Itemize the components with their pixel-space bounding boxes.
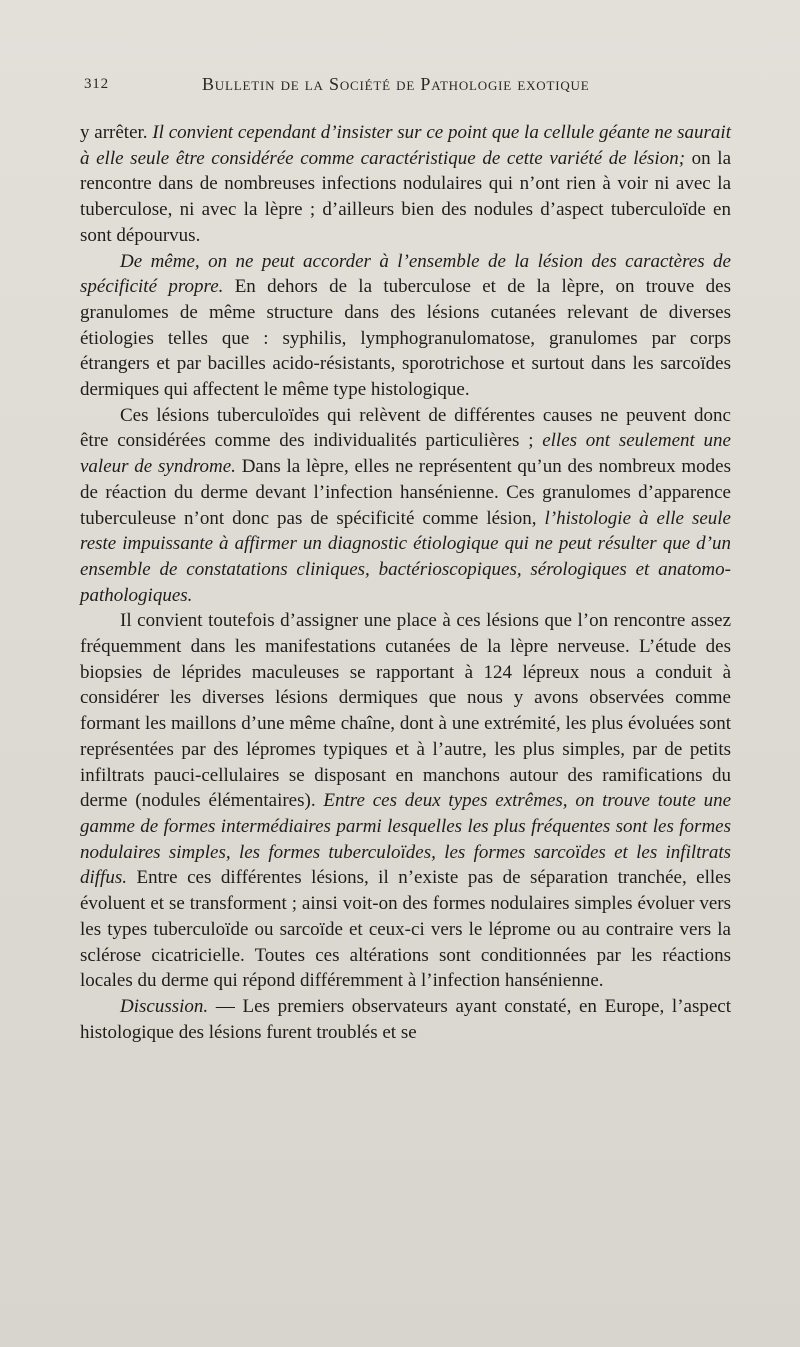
- text-segment: Dans la lèpre, elles ne représentent qu’un des nombreux modes de réaction du derme devant l’infection hansénienne. Ces granulomes d’apparence tuberculeuse n’ont donc pas de spécificité comme lésion,: [80, 456, 731, 529]
- text-segment: y arrêter.: [80, 122, 153, 143]
- running-header: [84, 70, 684, 102]
- journal-title: Bulletin de la Société de Pathologie exotique: [202, 74, 590, 94]
- paragraph: [80, 403, 731, 609]
- paragraph: [80, 994, 731, 1045]
- italic-text-segment: Discussion.: [120, 995, 209, 1017]
- text-segment: Entre ces différentes lésions, il n’existe pas de séparation tranchée, elles évoluent et se transforment ; ainsi voit-on des formes nodulaires simples évoluer vers les types tuberculoïde ou sarcoïde et ceux-ci vers le léprome ou au contraire vers la sclérose cicatricielle. Toutes ces altérations sont conditionnées par les réactions locales du derme qui répond différemment à l’infection hansénienne.: [80, 867, 731, 992]
- italic-text-segment: De même, on ne peut accorder à l’ensemble de la lésion des caractères de spécificité propre.: [80, 250, 731, 298]
- italic-text-segment: Il convient cependant d’insister sur ce point que la cellule géante ne saurait à elle seule être considérée comme caractéristique de cette variété de lésion;: [80, 122, 731, 169]
- text-segment: — Les premiers observateurs ayant constaté, en Europe, l’aspect histologique des lésions furent troublés et se: [80, 995, 731, 1043]
- page-number: 312: [84, 76, 109, 92]
- paragraph: [80, 120, 731, 249]
- text-segment: Ces lésions tuberculoïdes qui relèvent de différentes causes ne peuvent donc être considérées comme des individualités particulières ;: [80, 404, 731, 452]
- article-body: [80, 120, 731, 1045]
- paragraph: [80, 249, 731, 403]
- text-segment: En dehors de la tuberculose et de la lèpre, on trouve des granulomes de même structure dans des lésions cutanées relevant de diverses étiologies telles que : syphilis, lymphogranulomatose, granulomes par corps étrangers et par bacilles acido-résistants, sporotrichose et surtout dans les sarcoïdes dermiques qui affectent le même type histologique.: [80, 276, 731, 401]
- italic-text-segment: Entre ces deux types extrêmes, on trouve toute une gamme de formes intermédiaires parmi lesquelles les plus fréquentes sont les formes nodulaires simples, les formes tuberculoïdes, les formes sarcoïdes et les infiltrats diffus.: [80, 790, 732, 889]
- italic-text-segment: elles ont seulement une valeur de syndrome.: [80, 430, 731, 478]
- italic-text-segment: l’histologie à elle seule reste impuissante à affirmer un diagnostic étiologique qui ne peut résulter que d’un ensemble de constatations cliniques, bactérioscopiques, sérologiques et anatomo-pathologiques.: [80, 507, 731, 606]
- paragraph: [80, 608, 731, 994]
- text-segment: Il convient toutefois d’assigner une place à ces lésions que l’on rencontre assez fréquemment dans les manifestations cutanées de la lèpre nerveuse. L’étude des biopsies de léprides maculeuses se rapportant à 124 lépreux nous a conduit à considérer les diverses lésions dermiques que nous y avons observées comme formant les maillons d’une même chaîne, dont à une extrémité, les plus évoluées sont représentées par des lépromes typiques et à l’autre, les plus simples, par de petits infiltrats pauci-cellulaires se disposant en manchons autour des ramifications du derme (nodules élémentaires).: [80, 610, 731, 812]
- text-segment: on la rencontre dans de nombreuses infections nodulaires qui n’ont rien à voir ni avec la tuberculose, ni avec la lèpre ; d’ailleurs bien des nodules d’aspect tuberculoïde en sont dépourvus.: [80, 147, 731, 246]
